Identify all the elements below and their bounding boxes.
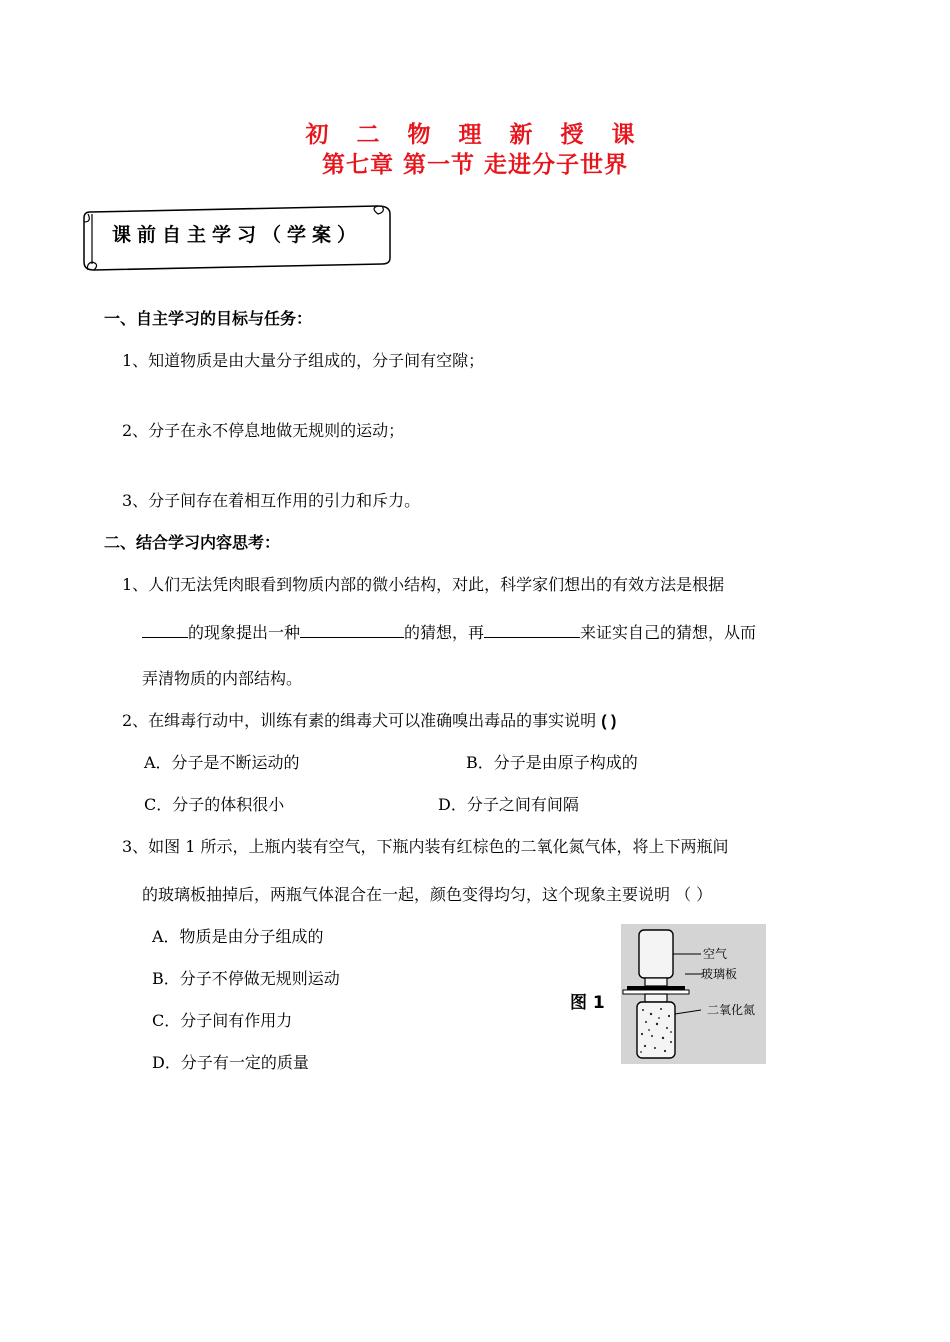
question-1-line2: 的现象提出一种 的猜想，再 来证实自己的猜想，从而 bbox=[142, 620, 756, 643]
question-3-line2: 的玻璃板抽掉后，两瓶气体混合在一起，颜色变得均匀，这个现象主要说明 （ ） bbox=[142, 885, 713, 904]
section2-heading: 二、结合学习内容思考： bbox=[104, 533, 281, 552]
page-title: 初 二 物 理 新 授 课 bbox=[305, 122, 645, 148]
section1-heading: 一、自主学习的目标与任务： bbox=[104, 309, 313, 328]
label-glass-plate: 玻璃板 bbox=[701, 967, 738, 981]
question-1-line3: 弄清物质的内部结构。 bbox=[142, 669, 303, 688]
answer-blank[interactable] bbox=[484, 621, 580, 638]
banner-label: 课前自主学习（学案） bbox=[112, 224, 363, 246]
answer-blank[interactable] bbox=[142, 621, 188, 638]
list-item: 3、分子间存在着相互作用的引力和斥力。 bbox=[122, 491, 421, 510]
figure-1-image bbox=[621, 924, 766, 1064]
page-subtitle: 第七章 第一节 走进分子世界 bbox=[321, 152, 628, 178]
gas-diffusion-bottles-icon bbox=[621, 924, 766, 1064]
option-a[interactable]: A．分子是不断运动的 bbox=[144, 753, 300, 772]
option-d[interactable]: D．分子有一定的质量 bbox=[152, 1053, 309, 1072]
list-item: 1、知道物质是由大量分子组成的，分子间有空隙； bbox=[122, 351, 485, 370]
answer-paren[interactable]: ( ) bbox=[601, 713, 617, 730]
question-2-stem: 2、在缉毒行动中，训练有素的缉毒犬可以准确嗅出毒品的事实说明 ( ) bbox=[122, 711, 617, 730]
answer-blank[interactable] bbox=[300, 621, 404, 638]
option-c[interactable]: C．分子的体积很小 bbox=[144, 795, 285, 814]
label-air: 空气 bbox=[703, 947, 728, 961]
option-a[interactable]: A．物质是由分子组成的 bbox=[152, 927, 324, 946]
question-3-line1: 3、如图 1 所示，上瓶内装有空气，下瓶内装有红棕色的二氧化氮气体，将上下两瓶间 bbox=[122, 837, 729, 856]
option-d[interactable]: D．分子之间有间隔 bbox=[438, 795, 579, 814]
option-b[interactable]: B．分子是由原子构成的 bbox=[466, 753, 638, 772]
list-item: 2、分子在永不停息地做无规则的运动； bbox=[122, 421, 405, 440]
option-b[interactable]: B．分子不停做无规则运动 bbox=[152, 969, 340, 988]
figure-label: 图 1 bbox=[570, 993, 605, 1013]
label-no2: 二氧化氮 bbox=[707, 1003, 756, 1017]
option-c[interactable]: C．分子间有作用力 bbox=[152, 1011, 293, 1030]
question-1-line1: 1、人们无法凭肉眼看到物质内部的微小结构，对此，科学家们想出的有效方法是根据 bbox=[122, 575, 725, 594]
